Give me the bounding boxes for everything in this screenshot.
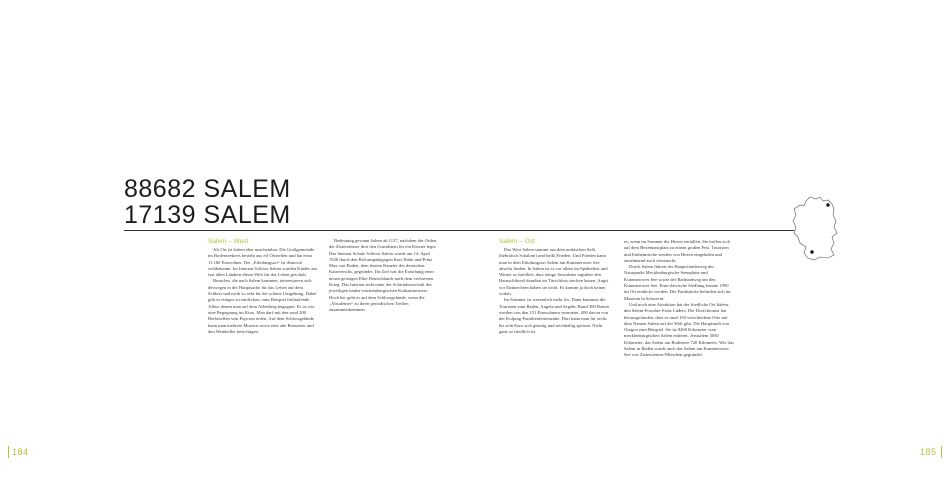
paragraph: Bedeutung gewann Salem ab 1137, nachdem der Orden der Zisterzienser dort den Grundstein für ein Kloster legte. Das Internat Schule Schloss Salem wurde am 14. April 1920 durch den Reformpädagogen Kurt Hahn und Prinz Max von Baden, dem letzten Kanzler des deutschen Kaiserreichs, gegründet. Ihr Ziel war die Erziehung einer neuen geistigen Elite Deutschlands nach dem verlorenen Krieg. Das Internat steht unter der Schirmherrschaft des jeweiligen baden-württembergischen Kultusministers. Hoch her geht es auf dem Schlossgelände, wenn die „Altsalemer“ zu ihren periodischen Treffen zusammenkommen. — [329, 238, 437, 313]
title-line-2: 17139 SALEM — [124, 201, 291, 229]
paragraph: Als Ort ist Salem eher unscheinbar. Die Großgemeinde im Bodenseekreis besteht aus elf Ortsteilen und hat etwa 11.160 Einwohner. Der „Erholungsort“ ist dennoch weltbekannt. Im Internat Schloss Salem wurden Kinder aus fast allen Ländern dieser Welt für das Leben geschult. — [208, 247, 318, 278]
page-tick-right — [941, 446, 942, 458]
paragraph: es, wenn im Sommer die Hexen einfallen. Sie treffen sich auf dem Hexentanzplatz zu einem großen Fest. Touristen und Einheimische werden von Hexen eingeladen und zunehmend auch verrauscht. — [624, 239, 730, 263]
paragraph: Das Wort Salem stammt aus dem arabischen Salâ, (hebräisch Schalom) und heißt Frieden. Und Frieden kann man in dem Erholungsort Salem am Kummerower See absolut finden. In Salem ist es vor allem im Spätherbst und Winter so friedlich, dass einige Anwohner tagsüber den Hausschlüssel draußen im Türschloss stecken lassen. Angst vor Einbrechern haben sie nicht. Es kommt ja doch keiner vorbei. — [499, 247, 609, 297]
column-4 — [624, 239, 734, 359]
paragraph: Und noch eine Attraktion hat der friedliche Ort Salem, den Salem-Forscher Ernst Lüders. Der Dorfchronist hat herausgefunden, dass es rund 150 verschiedene Orte mit dem Namen Salem auf der Welt gibt. Die Hauptstadt von Oregon zum Beispiel. Sie ist 8260 Kilometer vom mecklenburgischen Salem entfernt. Jerusalem 3050 Kilometer, das Salem am Bodensee 720 Kilometer. Wie das Salem in Baden wurde auch das Salem am Kummerower See von Zisterzienser-Mönchen gegründet. — [624, 301, 734, 358]
paragraph: Durch Salem führen der Hauptwanderweg des Naturparks Mecklenburgische Seenplatte und Kummerower See sowie der Radrundweg um den Kummerower See. Eine slawische Siedlung konnte 1990 im Ort entdeckt werden. Die Fundstücke befinden sich im Museum in Schwerin. — [624, 264, 731, 301]
column-3 — [499, 238, 609, 335]
page-number-right: 185 — [920, 447, 937, 457]
page-title — [124, 176, 291, 228]
map-marker-north — [826, 203, 829, 206]
column-1 — [208, 238, 318, 335]
column-2 — [329, 238, 439, 314]
heading-rule — [124, 230, 794, 231]
map-marker-south — [810, 250, 813, 253]
title-line-1: 88682 SALEM — [124, 175, 291, 203]
page-number-left: 184 — [12, 447, 29, 457]
section-label-ost: Salem – Ost — [499, 238, 535, 245]
germany-map-icon — [790, 195, 840, 263]
paragraph: Besucher, die nach Salem kommen, interessieren sich deswegen in der Hauptsache für das Leben auf dem Schloss und nicht so sehr für die schöne Umgebung. Dabei gibt es einiges zu entdecken, zum Beispiel freilaufende Affen, denen man auf dem Affenberg begegnet. Es ist wie eine Begegnung im Kino. Man darf mit den rund 200 Berberaffen sein Popcorn teilen. Auf dem Schlossgelände kann man mehrere Museen sowie eine alte Brennerei und den Weinkeller besichtigen. — [208, 278, 317, 334]
section-label-west: Salem – West — [208, 238, 249, 245]
page-tick-left — [8, 446, 9, 458]
paragraph: Im Sommer ist wesentlich mehr los. Dann kommen die Touristen zum Baden, Angeln und Segeln. Rund 300 Betten werden von den 151 Einwohnern vermietet. 200 davon von der Kolping-Familienferienstätte. Dort kann man für sechs bis acht Euro sich günstig und reichhaltig speisen. Nicht ganz so friedlich ist — [499, 297, 609, 334]
